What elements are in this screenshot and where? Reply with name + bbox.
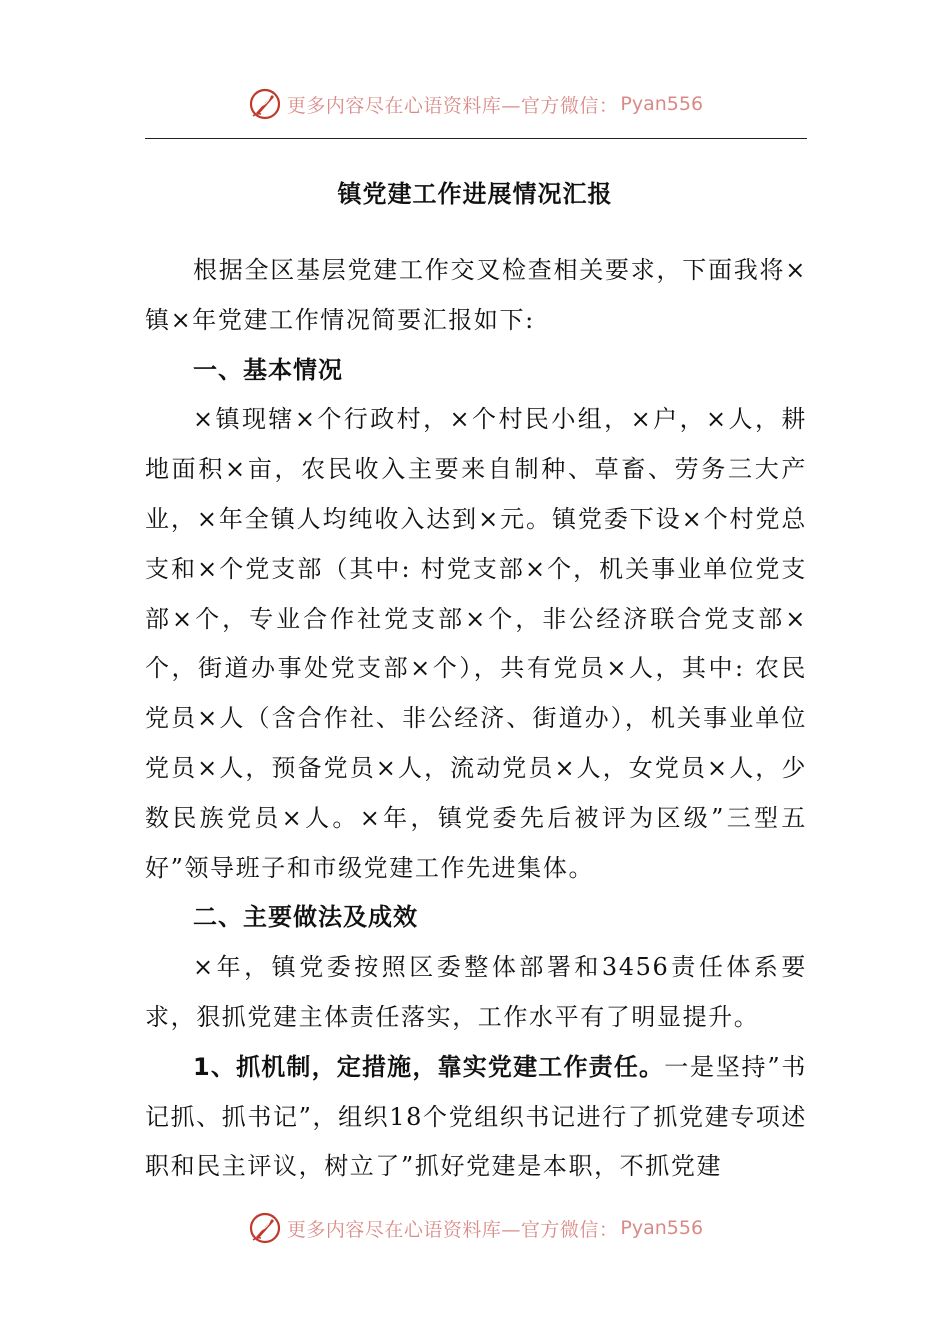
section-heading-basic: 一、基本情况 <box>193 355 343 384</box>
footer-banner <box>0 1208 950 1248</box>
item-1-lead: 1、抓机制，定措施，靠实党建工作责任。 <box>193 1052 665 1081</box>
quill-logo-icon <box>247 1210 283 1246</box>
section-basic-paragraph: ×镇现辖×个行政村，×个村民小组，×户，×人，耕地面积×亩，农民收入主要来自制种、草畜、劳务三大产业，×年全镇人均纯收入达到×元。镇党委下设×个村党总支和×个党支部（其中: 村党支部×个，机关事业单位党支部×个，专业合作社党支部×个，非公经济联合党支部×个，街道办事处党支部×个），共有党员×人，其中: 农民党员×人（含合作社、非公经济、街道办），机关事业单位党员×人，预备党员×人，流动党员×人，女党员×人，少数民族党员×人。×年，镇党委先后被评为区级”三型五好”领导班子和市级党建工作先进集体。 <box>145 405 807 882</box>
header-banner <box>0 84 950 124</box>
section-practices-paragraph: ×年，镇党委按照区委整体部署和3456责任体系要求，狠抓党建主体责任落实，工作水平有了明显提升。 <box>145 953 807 1031</box>
banner-account: Pyan556 <box>620 1217 704 1239</box>
header-divider <box>145 138 807 139</box>
item-1-text: 一是坚持”书记抓、抓书记”，组织18个党组织书记进行了抓党建专项述职和民主评议，树立了”抓好党建是本职，不抓党建 <box>145 1052 808 1181</box>
section-heading-practices: 二、主要做法及成效 <box>193 903 418 932</box>
banner-text: 更多内容尽在心语资料库—官方微信： <box>286 94 619 117</box>
quill-logo-icon <box>247 86 283 122</box>
intro-paragraph: 根据全区基层党建工作交叉检查相关要求，下面我将×镇×年党建工作情况简要汇报如下: <box>145 256 807 334</box>
document-body <box>145 246 807 1192</box>
item-1-paragraph <box>145 1043 807 1192</box>
banner-text: 更多内容尽在心语资料库—官方微信： <box>286 1218 619 1241</box>
banner-account: Pyan556 <box>620 93 704 115</box>
document-title: 镇党建工作进展情况汇报 <box>337 179 613 208</box>
